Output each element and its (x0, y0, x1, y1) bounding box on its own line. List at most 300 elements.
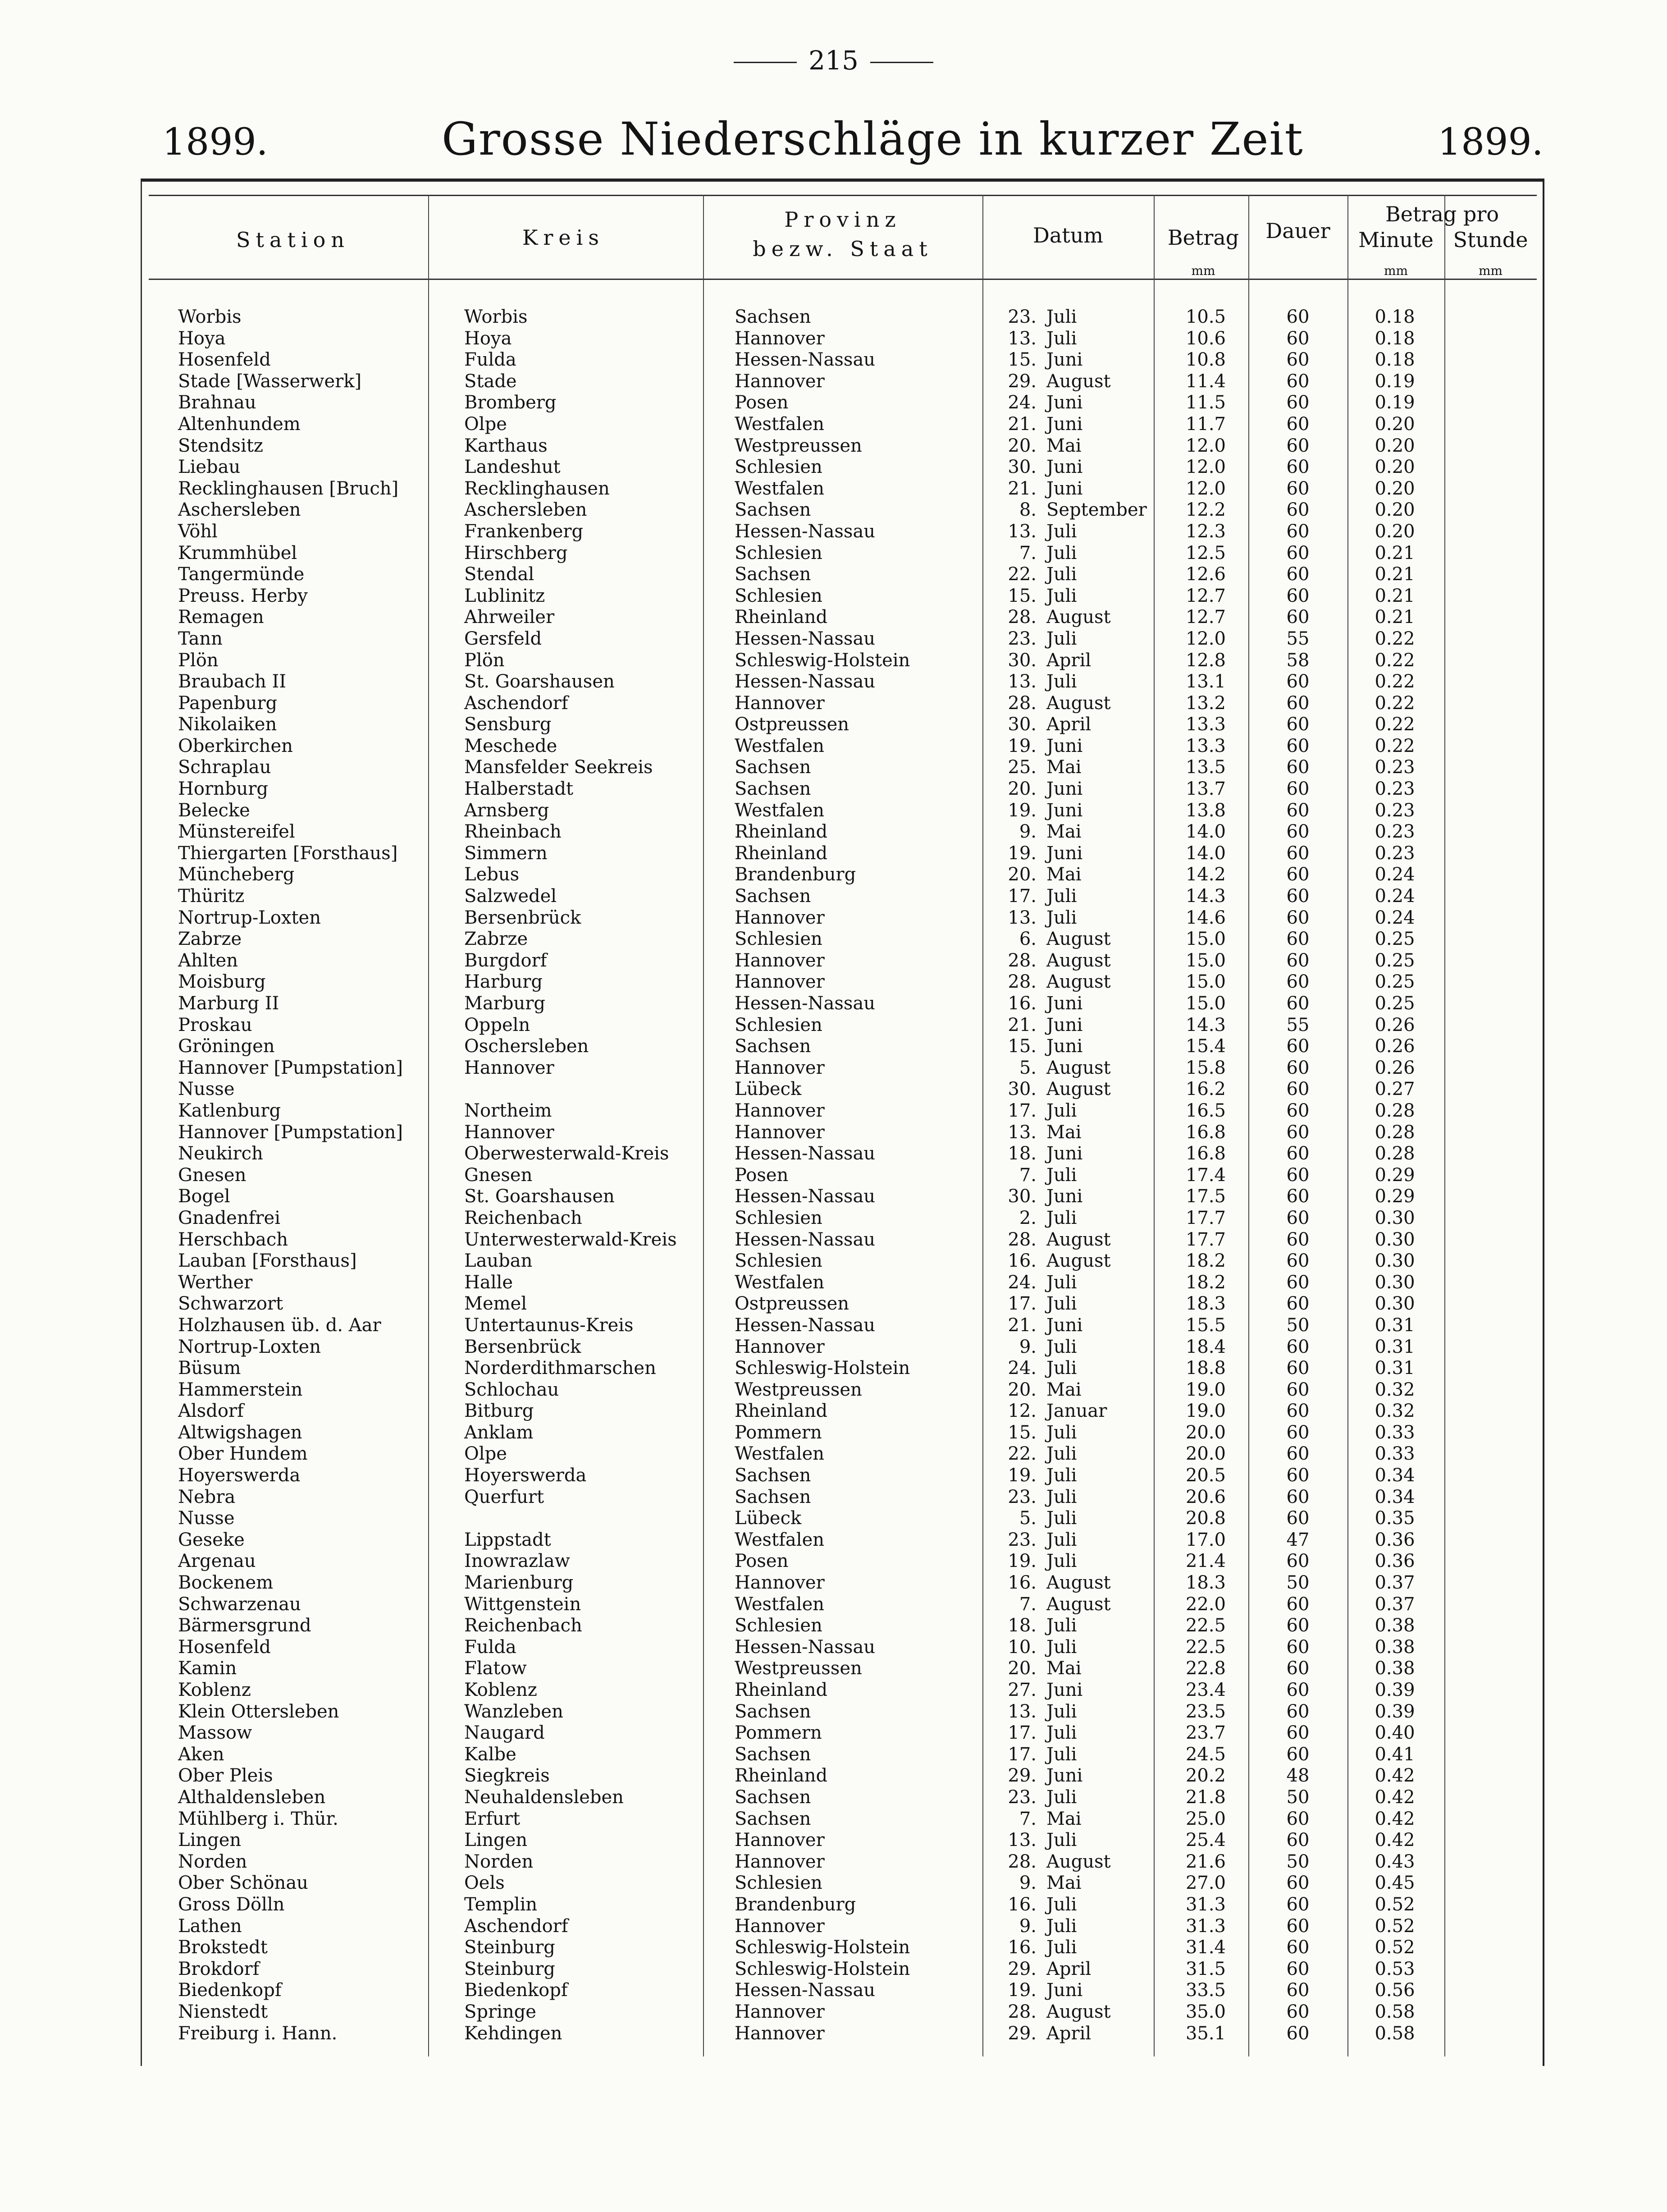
table-row (0, 1744, 1667, 1766)
cell-dauer: 60 (1286, 1937, 1310, 1958)
cell-dauer: 60 (1286, 307, 1310, 327)
cell-day: 9. (1019, 1915, 1037, 1937)
cell-provinz: Schleswig-Holstein (735, 650, 910, 671)
cell-kreis: Rheinbach (464, 821, 562, 843)
cell-dauer: 60 (1286, 1401, 1310, 1422)
cell-day: 23. (1008, 628, 1037, 649)
cell-betrag: 18.3 (1185, 1293, 1226, 1314)
table-row (0, 564, 1667, 586)
cell-minute: 0.30 (1375, 1250, 1415, 1272)
cell-dauer: 60 (1286, 1229, 1310, 1250)
cell-dauer: 50 (1286, 1572, 1310, 1594)
cell-provinz: Rheinland (735, 821, 828, 843)
cell-station: Liebau (178, 457, 241, 478)
cell-kreis: Gnesen (464, 1164, 533, 1186)
cell-minute: 0.18 (1375, 328, 1415, 349)
cell-day: 29. (1008, 1958, 1037, 1979)
table-row (0, 671, 1667, 693)
cell-month: August (1046, 929, 1111, 950)
cell-dauer: 60 (1286, 1422, 1310, 1443)
page-number-dash-left (734, 62, 797, 63)
cell-kreis: Reichenbach (464, 1207, 582, 1228)
cell-station: Schraplau (178, 757, 271, 778)
cell-minute: 0.24 (1375, 864, 1415, 885)
cell-day: 22. (1008, 564, 1037, 585)
cell-betrag: 14.2 (1185, 864, 1226, 885)
cell-day: 5. (1019, 1508, 1037, 1529)
cell-betrag: 35.1 (1185, 2023, 1226, 2044)
cell-provinz: Sachsen (735, 757, 811, 778)
cell-minute: 0.23 (1375, 779, 1415, 800)
cell-month: Mai (1046, 864, 1082, 885)
cell-minute: 0.27 (1375, 1079, 1415, 1100)
cell-minute: 0.43 (1375, 1851, 1415, 1872)
cell-betrag: 12.2 (1185, 499, 1226, 521)
cell-betrag: 13.7 (1185, 779, 1226, 800)
cell-day: 13. (1008, 1701, 1037, 1722)
cell-day: 13. (1008, 328, 1037, 349)
cell-day: 21. (1008, 478, 1037, 499)
cell-kreis: Meschede (464, 735, 557, 756)
cell-day: 24. (1008, 1272, 1037, 1293)
cell-dauer: 60 (1286, 1744, 1310, 1765)
cell-station: Werther (178, 1272, 253, 1293)
cell-month: Juni (1046, 349, 1083, 371)
cell-minute: 0.39 (1375, 1680, 1415, 1700)
cell-station: Braubach II (178, 671, 287, 692)
cell-betrag: 25.4 (1185, 1830, 1226, 1851)
cell-station: Lathen (178, 1915, 242, 1937)
cell-month: Juni (1046, 1680, 1083, 1700)
table-row (0, 1015, 1667, 1036)
cell-dauer: 50 (1286, 1314, 1310, 1336)
cell-minute: 0.58 (1375, 2023, 1415, 2044)
cell-dauer: 60 (1286, 735, 1310, 756)
cell-day: 19. (1008, 800, 1037, 821)
cell-betrag: 13.8 (1185, 800, 1226, 821)
header-betrag: Betrag (1167, 225, 1239, 250)
cell-day: 19. (1008, 1465, 1037, 1486)
cell-station: Mühlberg i. Thür. (178, 1808, 338, 1829)
cell-station: Thiergarten [Forsthaus] (178, 843, 398, 864)
cell-dauer: 60 (1286, 821, 1310, 843)
cell-betrag: 21.6 (1185, 1851, 1226, 1872)
cell-dauer: 60 (1286, 1615, 1310, 1636)
table-row (0, 414, 1667, 435)
cell-dauer: 60 (1286, 1980, 1310, 2001)
header-staat: bezw. Staat (753, 237, 933, 261)
table-row (0, 929, 1667, 950)
cell-dauer: 50 (1286, 1851, 1310, 1872)
cell-month: Juli (1046, 1508, 1077, 1529)
cell-kreis: Harburg (464, 971, 543, 993)
table-row (0, 1594, 1667, 1616)
cell-provinz: Schlesien (735, 1014, 822, 1035)
cell-kreis: Anklam (464, 1422, 534, 1443)
cell-station: Koblenz (178, 1680, 251, 1700)
cell-day: 7. (1019, 542, 1037, 563)
cell-kreis: Mansfelder Seekreis (464, 757, 653, 778)
table-row (0, 628, 1667, 650)
cell-dauer: 60 (1286, 1379, 1310, 1400)
cell-betrag: 19.0 (1185, 1401, 1226, 1422)
cell-minute: 0.21 (1375, 585, 1415, 606)
cell-minute: 0.26 (1375, 1014, 1415, 1035)
cell-month: Juni (1046, 1765, 1083, 1786)
cell-kreis: Karthaus (464, 435, 548, 456)
cell-kreis: Kehdingen (464, 2023, 562, 2044)
table-row (0, 1293, 1667, 1315)
table-row (0, 1722, 1667, 1744)
cell-day: 7. (1019, 1594, 1037, 1615)
cell-kreis: Naugard (464, 1722, 545, 1744)
cell-dauer: 60 (1286, 1272, 1310, 1293)
table-row (0, 349, 1667, 371)
cell-minute: 0.24 (1375, 886, 1415, 907)
cell-kreis: Lippstadt (464, 1529, 551, 1550)
cell-provinz: Hannover (735, 950, 825, 971)
cell-minute: 0.33 (1375, 1443, 1415, 1465)
cell-month: Juli (1046, 1207, 1077, 1228)
cell-month: April (1046, 714, 1092, 735)
cell-station: Hosenfeld (178, 349, 271, 371)
cell-station: Proskau (178, 1014, 252, 1035)
cell-month: Juli (1046, 671, 1077, 692)
cell-month: Mai (1046, 757, 1082, 778)
cell-minute: 0.28 (1375, 1100, 1415, 1121)
cell-provinz: Westpreussen (735, 1658, 862, 1679)
cell-dauer: 60 (1286, 993, 1310, 1014)
cell-kreis: Koblenz (464, 1680, 537, 1700)
cell-day: 29. (1008, 1765, 1037, 1786)
cell-day: 28. (1008, 607, 1037, 628)
table-row (0, 1337, 1667, 1358)
cell-provinz: Lübeck (735, 1508, 802, 1529)
cell-month: Juni (1046, 1980, 1083, 2001)
cell-betrag: 12.8 (1185, 650, 1226, 671)
cell-day: 19. (1008, 735, 1037, 756)
table-row (0, 2001, 1667, 2023)
cell-provinz: Rheinland (735, 843, 828, 864)
cell-minute: 0.30 (1375, 1207, 1415, 1228)
cell-station: Vöhl (178, 521, 218, 542)
cell-betrag: 13.2 (1185, 692, 1226, 714)
cell-kreis: Oschersleben (464, 1036, 589, 1057)
cell-provinz: Hessen-Nassau (735, 993, 876, 1014)
cell-day: 16. (1008, 1250, 1037, 1272)
cell-betrag: 12.5 (1185, 542, 1226, 563)
cell-station: Nortrup-Loxten (178, 1336, 321, 1357)
cell-station: Preuss. Herby (178, 585, 308, 606)
cell-kreis: Zabrze (464, 929, 528, 950)
cell-dauer: 60 (1286, 499, 1310, 521)
cell-minute: 0.23 (1375, 800, 1415, 821)
table-row (0, 1851, 1667, 1873)
cell-provinz: Westpreussen (735, 435, 862, 456)
cell-station: Tann (178, 628, 223, 649)
cell-station: Freiburg i. Hann. (178, 2023, 338, 2044)
table-row (0, 1530, 1667, 1551)
cell-betrag: 18.3 (1185, 1572, 1226, 1594)
table-row (0, 714, 1667, 736)
cell-station: Nortrup-Loxten (178, 907, 321, 928)
cell-dauer: 50 (1286, 1786, 1310, 1808)
cell-minute: 0.52 (1375, 1915, 1415, 1937)
cell-station: Schwarzenau (178, 1594, 301, 1615)
cell-dauer: 60 (1286, 564, 1310, 585)
cell-dauer: 60 (1286, 1079, 1310, 1100)
cell-betrag: 18.8 (1185, 1358, 1226, 1379)
cell-provinz: Sachsen (735, 1465, 811, 1486)
cell-month: Juli (1046, 1272, 1077, 1293)
cell-dauer: 60 (1286, 907, 1310, 928)
cell-day: 16. (1008, 1894, 1037, 1915)
cell-minute: 0.28 (1375, 1122, 1415, 1143)
cell-betrag: 16.5 (1185, 1100, 1226, 1121)
cell-betrag: 13.3 (1185, 735, 1226, 756)
cell-dauer: 60 (1286, 1658, 1310, 1679)
cell-dauer: 60 (1286, 1336, 1310, 1357)
cell-betrag: 14.6 (1185, 907, 1226, 928)
table-row (0, 543, 1667, 564)
cell-minute: 0.35 (1375, 1508, 1415, 1529)
table-row (0, 779, 1667, 800)
cell-dauer: 60 (1286, 692, 1310, 714)
cell-minute: 0.23 (1375, 843, 1415, 864)
cell-provinz: Schlesien (735, 1615, 822, 1636)
cell-day: 21. (1008, 1314, 1037, 1336)
cell-betrag: 23.7 (1185, 1722, 1226, 1744)
cell-day: 23. (1008, 307, 1037, 327)
cell-betrag: 15.0 (1185, 950, 1226, 971)
cell-station: Gnadenfrei (178, 1207, 280, 1228)
cell-month: Juli (1046, 907, 1077, 928)
cell-month: Juli (1046, 1894, 1077, 1915)
cell-station: Oberkirchen (178, 735, 293, 756)
cell-month: August (1046, 692, 1111, 714)
cell-station: Geseke (178, 1529, 245, 1550)
cell-minute: 0.18 (1375, 307, 1415, 327)
cell-kreis: Bromberg (464, 392, 557, 413)
cell-kreis: Aschersleben (464, 499, 587, 521)
cell-month: August (1046, 1229, 1111, 1250)
cell-station: Lauban [Forsthaus] (178, 1250, 357, 1272)
cell-day: 30. (1008, 457, 1037, 478)
cell-betrag: 20.8 (1185, 1508, 1226, 1529)
cell-dauer: 60 (1286, 1036, 1310, 1057)
page-number-text: 215 (808, 45, 859, 76)
cell-minute: 0.42 (1375, 1808, 1415, 1829)
cell-dauer: 60 (1286, 1486, 1310, 1507)
cell-betrag: 18.2 (1185, 1272, 1226, 1293)
cell-day: 19. (1008, 1980, 1037, 2001)
cell-minute: 0.20 (1375, 435, 1415, 456)
cell-day: 5. (1019, 1057, 1037, 1078)
header-dauer: Dauer (1265, 219, 1330, 243)
table-row (0, 1809, 1667, 1830)
cell-station: Moisburg (178, 971, 266, 993)
cell-provinz: Hannover (735, 1830, 825, 1851)
cell-month: Juni (1046, 413, 1083, 435)
table-row (0, 1508, 1667, 1530)
cell-kreis: Fulda (464, 1636, 516, 1658)
cell-kreis: Biedenkopf (464, 1980, 568, 2001)
cell-station: Brokstedt (178, 1937, 268, 1958)
table-row (0, 392, 1667, 414)
cell-provinz: Schleswig-Holstein (735, 1358, 910, 1379)
cell-station: Hosenfeld (178, 1636, 271, 1658)
cell-day: 6. (1019, 929, 1037, 950)
header-datum: Datum (1032, 223, 1104, 247)
table-row (0, 478, 1667, 500)
cell-provinz: Sachsen (735, 1036, 811, 1057)
cell-minute: 0.25 (1375, 993, 1415, 1014)
cell-kreis: Stendal (464, 564, 534, 585)
cell-month: Juni (1046, 735, 1083, 756)
cell-dauer: 60 (1286, 521, 1310, 542)
cell-provinz: Hannover (735, 1100, 825, 1121)
cell-station: Aken (178, 1744, 224, 1765)
table-row (0, 821, 1667, 843)
cell-station: Nebra (178, 1486, 236, 1507)
cell-minute: 0.19 (1375, 392, 1415, 413)
cell-month: Juli (1046, 1615, 1077, 1636)
cell-station: Biedenkopf (178, 1980, 282, 2001)
table-row (0, 693, 1667, 714)
cell-minute: 0.20 (1375, 499, 1415, 521)
cell-dauer: 60 (1286, 1465, 1310, 1486)
year-right: 1899. (1438, 121, 1544, 164)
cell-kreis: Ahrweiler (464, 607, 555, 628)
table-row (0, 971, 1667, 993)
cell-provinz: Sachsen (735, 1786, 811, 1808)
cell-betrag: 10.6 (1185, 328, 1226, 349)
table-row (0, 1637, 1667, 1658)
cell-provinz: Hannover (735, 1915, 825, 1937)
cell-month: Juni (1046, 779, 1083, 800)
cell-dauer: 60 (1286, 1915, 1310, 1937)
cell-month: August (1046, 950, 1111, 971)
cell-month: Juni (1046, 1314, 1083, 1336)
cell-provinz: Schlesien (735, 542, 822, 563)
cell-minute: 0.29 (1375, 1164, 1415, 1186)
cell-minute: 0.31 (1375, 1358, 1415, 1379)
cell-betrag: 15.0 (1185, 993, 1226, 1014)
cell-station: Brahnau (178, 392, 256, 413)
cell-station: Büsum (178, 1358, 241, 1379)
cell-kreis: Plön (464, 650, 505, 671)
table-row (0, 607, 1667, 628)
cell-provinz: Hessen-Nassau (735, 1636, 876, 1658)
table-row (0, 1980, 1667, 2001)
cell-kreis: Halle (464, 1272, 513, 1293)
cell-month: Juni (1046, 800, 1083, 821)
cell-betrag: 22.8 (1185, 1658, 1226, 1679)
cell-minute: 0.18 (1375, 349, 1415, 371)
cell-minute: 0.58 (1375, 2001, 1415, 2022)
cell-month: Juli (1046, 1443, 1077, 1465)
cell-day: 28. (1008, 2001, 1037, 2022)
cell-station: Tangermünde (178, 564, 305, 585)
cell-station: Altenhundem (178, 413, 301, 435)
cell-kreis: Fulda (464, 349, 516, 371)
table-row (0, 886, 1667, 907)
cell-betrag: 10.8 (1185, 349, 1226, 371)
cell-month: Juni (1046, 993, 1083, 1014)
cell-day: 15. (1008, 1422, 1037, 1443)
cell-month: Juli (1046, 1830, 1077, 1851)
cell-provinz: Hannover (735, 1572, 825, 1594)
cell-provinz: Posen (735, 1164, 789, 1186)
cell-month: Juli (1046, 1529, 1077, 1550)
cell-kreis: Kalbe (464, 1744, 516, 1765)
cell-month: Juli (1046, 542, 1077, 563)
cell-betrag: 15.0 (1185, 929, 1226, 950)
cell-day: 9. (1019, 1336, 1037, 1357)
cell-station: Stendsitz (178, 435, 263, 456)
cell-month: Juni (1046, 478, 1083, 499)
table-row (0, 1358, 1667, 1379)
cell-kreis: Hirschberg (464, 542, 568, 563)
cell-dauer: 60 (1286, 1636, 1310, 1658)
table-row (0, 1765, 1667, 1787)
cell-day: 27. (1008, 1680, 1037, 1700)
cell-kreis: Gersfeld (464, 628, 542, 649)
cell-provinz: Westfalen (735, 478, 825, 499)
cell-day: 18. (1008, 1143, 1037, 1164)
cell-minute: 0.42 (1375, 1786, 1415, 1808)
cell-provinz: Schlesien (735, 1250, 822, 1272)
cell-station: Hannover [Pumpstation] (178, 1057, 403, 1078)
cell-dauer: 60 (1286, 971, 1310, 993)
cell-minute: 0.23 (1375, 757, 1415, 778)
cell-station: Papenburg (178, 692, 278, 714)
table-row (0, 1272, 1667, 1294)
cell-station: Holzhausen üb. d. Aar (178, 1314, 381, 1336)
cell-kreis: Untertaunus-Kreis (464, 1314, 634, 1336)
cell-kreis: Oppeln (464, 1014, 530, 1035)
cell-month: Juli (1046, 1636, 1077, 1658)
cell-kreis: Bersenbrück (464, 1336, 581, 1357)
cell-kreis: Hannover (464, 1057, 554, 1078)
cell-betrag: 10.5 (1185, 307, 1226, 327)
cell-station: Kamin (178, 1658, 237, 1679)
cell-dauer: 60 (1286, 542, 1310, 563)
cell-minute: 0.20 (1375, 521, 1415, 542)
cell-provinz: Sachsen (735, 1701, 811, 1722)
table-row (0, 757, 1667, 779)
cell-provinz: Hannover (735, 692, 825, 714)
cell-kreis: Steinburg (464, 1937, 555, 1958)
cell-station: Schwarzort (178, 1293, 283, 1314)
cell-provinz: Brandenburg (735, 1894, 856, 1915)
cell-day: 18. (1008, 1615, 1037, 1636)
cell-betrag: 12.6 (1185, 564, 1226, 585)
cell-betrag: 12.0 (1185, 457, 1226, 478)
cell-minute: 0.53 (1375, 1958, 1415, 1979)
cell-station: Hornburg (178, 779, 268, 800)
page-number (0, 45, 1667, 76)
cell-month: Juni (1046, 1186, 1083, 1207)
cell-month: August (1046, 971, 1111, 993)
cell-month: Juli (1046, 1164, 1077, 1186)
cell-kreis: Worbis (464, 307, 528, 327)
cell-minute: 0.22 (1375, 671, 1415, 692)
cell-dauer: 60 (1286, 1057, 1310, 1078)
cell-kreis: Olpe (464, 1443, 507, 1465)
cell-month: Juli (1046, 1786, 1077, 1808)
cell-day: 23. (1008, 1786, 1037, 1808)
